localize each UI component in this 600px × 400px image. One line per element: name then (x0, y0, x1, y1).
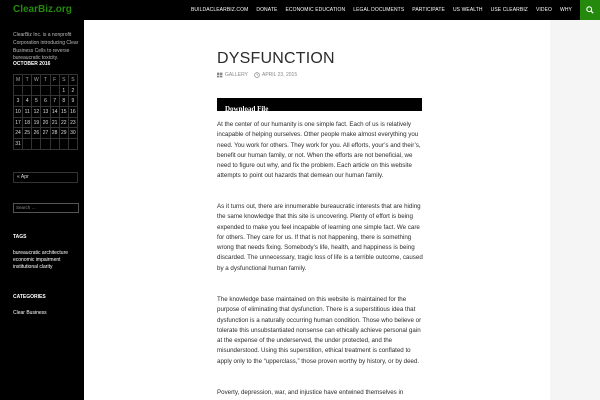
calendar-day (32, 85, 41, 96)
calendar-day: 15 (59, 107, 68, 118)
calendar-week-row (14, 96, 78, 107)
calendar-day: 24 (14, 128, 23, 139)
post-paragraph: The knowledge base maintained on this website is maintained for the purpose of eliminating that dysfunction. There is a superstitious idea that dysfunction is a naturally occurring human condition. Those who believe or tolerate this unsubstantiated nonsense can ethically achieve personal gain at the expense of the underserved, the under protected, and the misunderstood. Using this superstition, ethical treatment is conflated to apply only to the “upperclass,” those proven worthy by history, or by deed. (217, 296, 422, 365)
site-description: ClearBiz Inc. is a nonprofit Corporation introducing Clear Business Cells to reverse bureaucratic toxicity. (13, 32, 79, 62)
calendar-day: 12 (32, 107, 41, 118)
masthead (0, 0, 600, 20)
calendar-day (23, 139, 32, 150)
calendar-day: 30 (68, 128, 77, 139)
nav-item-economic-education[interactable]: ECONOMIC EDUCATION (285, 7, 346, 13)
calendar-day: 25 (23, 128, 32, 139)
calendar-day (41, 139, 50, 150)
calendar-day-header: W (32, 75, 41, 86)
calendar-prev-month-link[interactable]: « Apr (13, 172, 78, 183)
calendar-day: 18 (23, 117, 32, 128)
search-toggle-button[interactable] (580, 0, 600, 20)
category-link[interactable]: Clear Business (13, 310, 47, 316)
sidebar-search-input[interactable]: Search … (13, 203, 79, 213)
calendar-day: 29 (59, 128, 68, 139)
calendar-day (23, 85, 32, 96)
post-format-label: GALLERY (225, 72, 248, 78)
nav-item-legal-documents[interactable]: LEGAL DOCUMENTS (353, 7, 405, 13)
download-file-button[interactable] (217, 98, 422, 111)
sidebar (0, 20, 84, 400)
calendar-day: 5 (32, 96, 41, 107)
calendar-day: 7 (50, 96, 59, 107)
calendar-week-row (14, 85, 78, 96)
calendar-day: 13 (41, 107, 50, 118)
calendar-day: 4 (23, 96, 32, 107)
calendar-day: 8 (59, 96, 68, 107)
post-paragraph: At the center of our humanity is one simple fact. Each of us is relatively incapable of helping ourselves. Other people make almost everything you need. You work for others. They work for you. All efforts, your’s and their’s, benefit our human family, or not. When the efforts are not beneficial, we need to figure out why, and fix the problem. Each article on this website attempts to point out hazards that demean our human family. (217, 121, 421, 180)
calendar-day (32, 139, 41, 150)
calendar-day-header: F (50, 75, 59, 86)
post-paragraph: Poverty, depression, war, and injustice have entwined themselves in (217, 389, 404, 396)
calendar-day: 17 (14, 117, 23, 128)
nav-item-participate[interactable]: PARTICIPATE (412, 7, 445, 13)
search-icon (586, 6, 594, 14)
nav-item-us-wealth[interactable]: US WEALTH (452, 7, 483, 13)
calendar-day: 11 (23, 107, 32, 118)
calendar-title: OCTOBER 2016 (13, 61, 51, 67)
calendar-day-header: S (59, 75, 68, 86)
calendar-week-row (14, 117, 78, 128)
post-date: APRIL 23, 2015 (261, 72, 298, 78)
post-paragraph: As it turns out, there are innumerable bureaucratic interests that are hiding the same knowledge that this site is uncovering. Plenty of effort is being expended to make you feel incapable of learning one simple fact. We care for others. They care for us. If that is not happening, there is something wrong that needs fixing. Somebody’s life, health, and happiness is being discarded. The unnecessary, tragic loss of life is a terrible outcome, caused by a dysfunctional human family. (217, 203, 423, 272)
calendar-week-row (14, 128, 78, 139)
calendar-day: 26 (32, 128, 41, 139)
calendar-header-row (14, 75, 78, 86)
calendar-day (59, 139, 68, 150)
primary-navigation (191, 0, 600, 20)
calendar-day: 10 (14, 107, 23, 118)
calendar-day: 28 (50, 128, 59, 139)
tag-link[interactable]: economic impairment (13, 257, 61, 263)
calendar-day: 19 (32, 117, 41, 128)
calendar-day: 27 (41, 128, 50, 139)
nav-item-donate[interactable]: DONATE (256, 7, 278, 13)
nav-item-use-clearbiz[interactable]: USE CLEARBIZ (490, 7, 528, 13)
calendar-day: 23 (68, 117, 77, 128)
gallery-icon (217, 72, 223, 78)
post-format-link[interactable] (217, 72, 248, 78)
tags-title: TAGS (13, 234, 27, 240)
calendar-day (50, 85, 59, 96)
calendar-day (14, 85, 23, 96)
calendar-day: 3 (14, 96, 23, 107)
calendar-widget (13, 74, 78, 150)
calendar-day-header: S (68, 75, 77, 86)
calendar-day: 22 (59, 117, 68, 128)
calendar-day: 1 (59, 85, 68, 96)
calendar-day: 16 (68, 107, 77, 118)
calendar-day-header: T (41, 75, 50, 86)
post-date-link[interactable] (254, 72, 297, 78)
tag-link[interactable]: bureaucratic architecture (13, 250, 69, 256)
nav-item-why[interactable]: WHY (560, 7, 572, 13)
categories-title: CATEGORIES (13, 294, 46, 300)
calendar-day (68, 139, 77, 150)
calendar-day: 31 (14, 139, 23, 150)
calendar-day: 21 (50, 117, 59, 128)
calendar-day: 14 (50, 107, 59, 118)
calendar-day: 9 (68, 96, 77, 107)
tag-link[interactable]: institutional clarity (13, 264, 53, 270)
clock-icon (254, 72, 260, 78)
calendar-day: 2 (68, 85, 77, 96)
post-meta (217, 72, 303, 78)
calendar-day: 6 (41, 96, 50, 107)
nav-item-buildaclearbiz[interactable]: BUILDACLEARBIZ.COM (190, 7, 249, 13)
calendar-day (50, 139, 59, 150)
calendar-day: 20 (41, 117, 50, 128)
download-file-label: Download File (225, 105, 269, 111)
calendar-week-row (14, 107, 78, 118)
calendar-day (41, 85, 50, 96)
calendar-day-header: M (14, 75, 23, 86)
calendar-week-row (14, 139, 78, 150)
nav-item-video[interactable]: VIDEO (535, 7, 553, 13)
post-title: DYSFUNCTION (217, 50, 335, 67)
calendar-day-header: T (23, 75, 32, 86)
site-title[interactable]: ClearBiz.org (13, 4, 72, 15)
